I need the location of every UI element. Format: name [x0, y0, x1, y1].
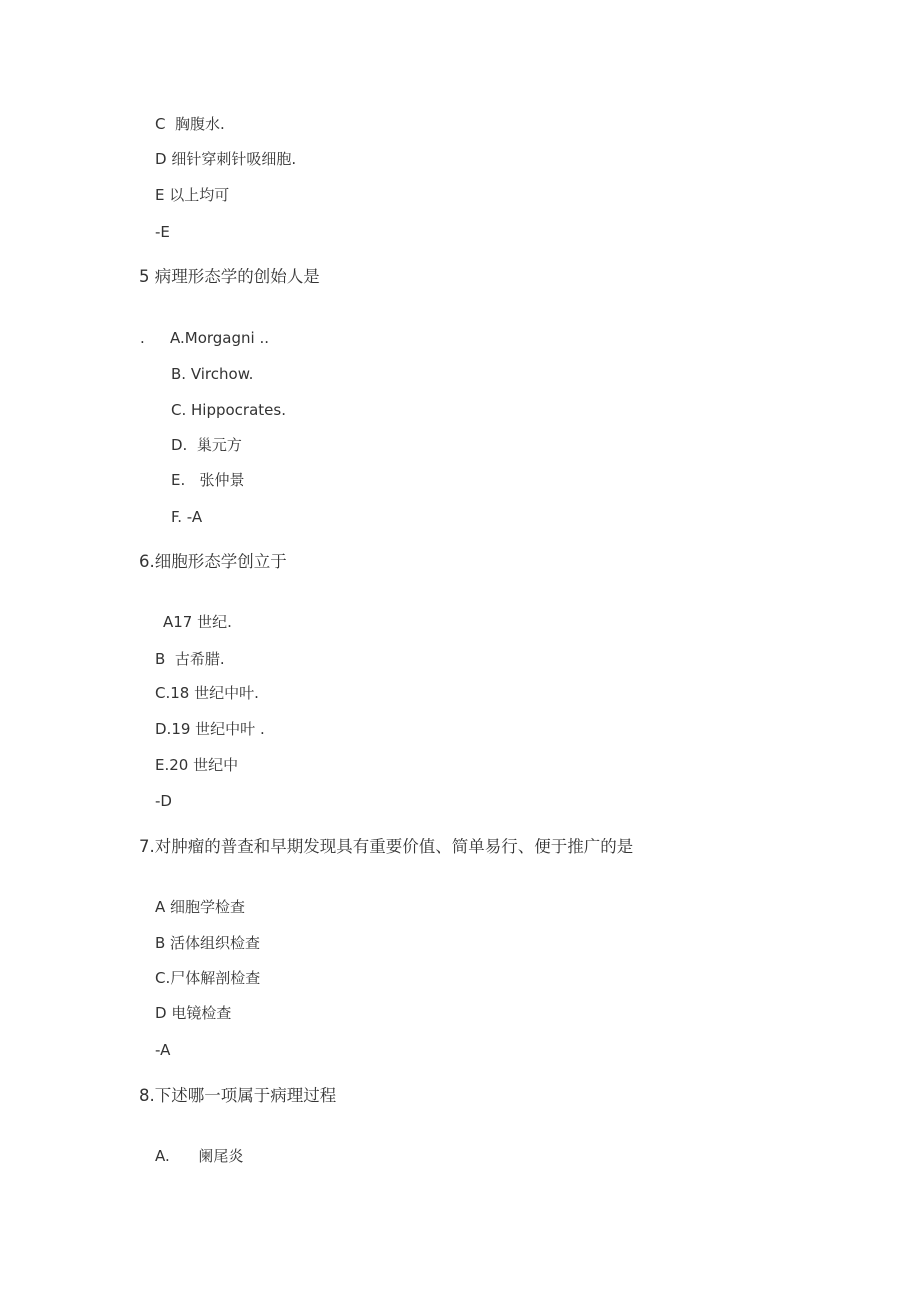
- q5-stem: 5 病理形态学的创始人是: [139, 267, 320, 286]
- q5-option-e: E. 张仲景: [171, 471, 245, 489]
- q7-option-a: A 细胞学检查: [155, 898, 246, 916]
- q5-option-d: D. 巢元方: [171, 436, 242, 454]
- q5-option-c: C. Hippocrates.: [171, 401, 286, 419]
- q5-answer: F. -A: [171, 508, 203, 526]
- q7-answer: -A: [155, 1041, 171, 1059]
- q5-option-b: B. Virchow.: [171, 365, 254, 383]
- q7-option-b: B 活体组织检查: [155, 934, 261, 952]
- q5-lead-dot: .: [140, 329, 145, 347]
- q4-option-d: D 细针穿刺针吸细胞.: [155, 150, 297, 168]
- q4-option-e: E 以上均可: [155, 186, 230, 204]
- q8-option-a: A. 阑尾炎: [155, 1147, 244, 1165]
- q4-answer: -E: [155, 223, 170, 241]
- q8-stem: 8.下述哪一项属于病理过程: [139, 1086, 337, 1105]
- q5-option-a: A.Morgagni ..: [170, 329, 270, 347]
- q6-stem: 6.细胞形态学创立于: [139, 552, 287, 571]
- q6-option-e: E.20 世纪中: [155, 756, 239, 774]
- q4-option-c: C 胸腹水.: [155, 115, 225, 133]
- q7-option-d: D 电镜检查: [155, 1004, 232, 1022]
- q6-answer: -D: [155, 792, 172, 810]
- q6-option-d: D.19 世纪中叶 .: [155, 720, 265, 738]
- q7-option-c: C.尸体解剖检查: [155, 969, 261, 987]
- q6-option-a: A17 世纪.: [163, 613, 232, 631]
- q7-stem: 7.对肿瘤的普查和早期发现具有重要价值、简单易行、便于推广的是: [139, 837, 634, 856]
- q6-option-c: C.18 世纪中叶.: [155, 684, 259, 702]
- q6-option-b: B 古希腊.: [155, 650, 225, 668]
